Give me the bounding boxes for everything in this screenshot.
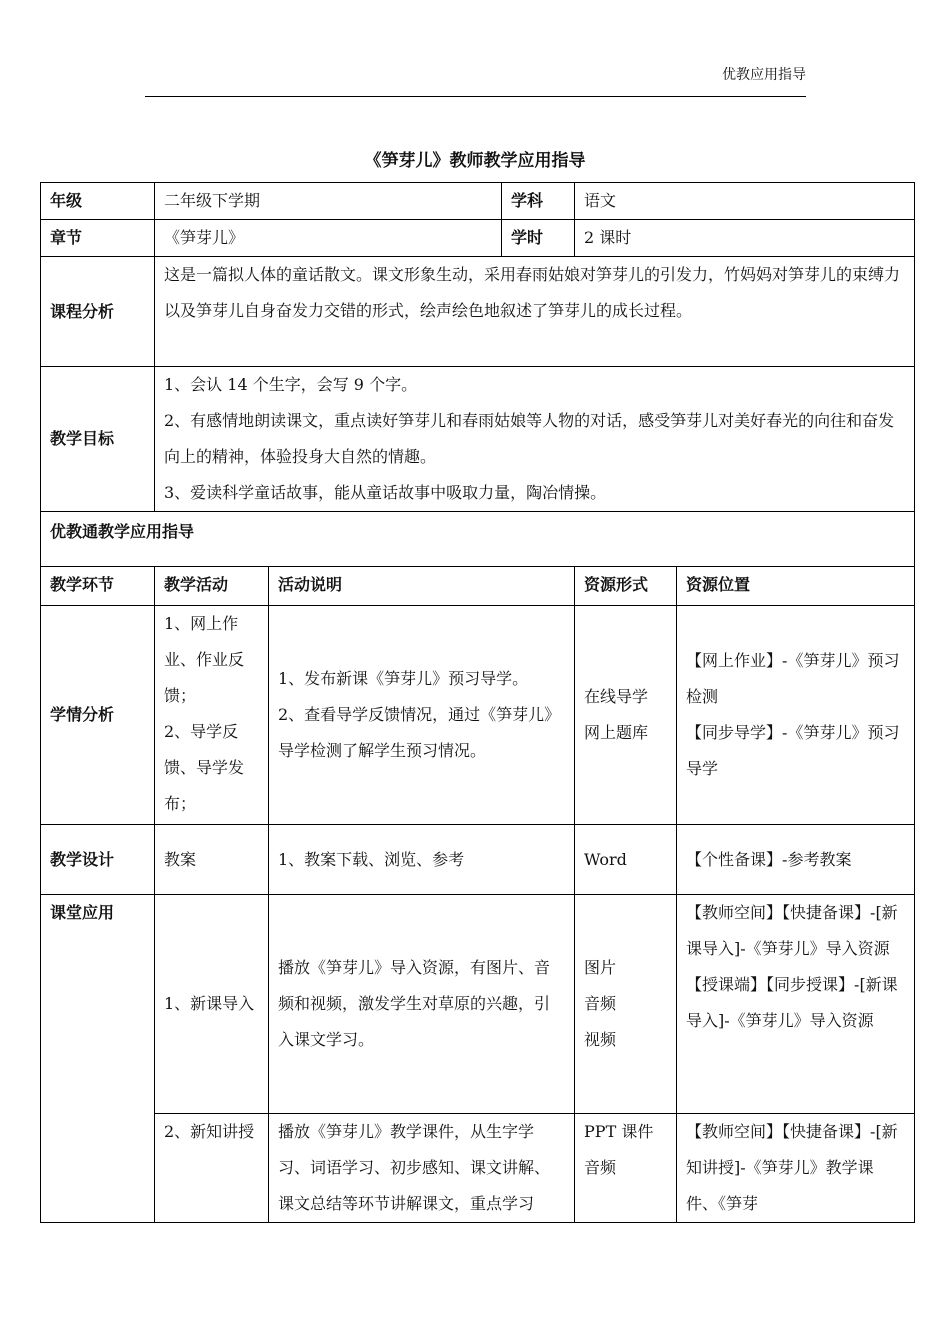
guide-section-row (41, 512, 915, 567)
analysis-stage: 学情分析 (41, 606, 155, 825)
location-line: 【授课端】【同步授课】-[新课导入]-《笋芽儿》导入资源 (686, 975, 898, 1030)
format-line: 音频 (584, 994, 617, 1013)
col-header-format: 资源形式 (575, 567, 677, 606)
teach-format (575, 1114, 677, 1223)
hours-label: 学时 (502, 220, 575, 257)
grade-label: 年级 (41, 183, 155, 220)
guide-table (40, 182, 915, 1223)
analysis-activity (155, 606, 269, 825)
activity-line: 1、网上作业、作业反馈； (164, 614, 245, 705)
goals-label: 教学目标 (41, 367, 155, 512)
document-title: 《笋芽儿》教师教学应用指导 (364, 151, 586, 171)
goal-item: 2、有感情地朗读课文，重点读好笋芽儿和春雨姑娘等人物的对话，感受笋芽儿对美好春光的向往和奋发向上的精神，体验投身大自然的情趣。 (164, 411, 895, 466)
classroom-stage: 课堂应用 (41, 895, 155, 1223)
format-line: 图片 (584, 958, 617, 977)
chapter-value: 《笋芽儿》 (155, 220, 502, 257)
format-line: 音频 (584, 1158, 617, 1177)
format-line: 视频 (584, 1030, 617, 1049)
design-stage: 教学设计 (41, 825, 155, 895)
design-format: Word (575, 825, 677, 895)
design-description: 1、教案下载、浏览、参考 (269, 825, 575, 895)
teach-description: 播放《笋芽儿》教学课件，从生字学习、词语学习、初步感知、课文讲解、课文总结等环节讲解课文，重点学习 (269, 1114, 575, 1223)
grade-row (41, 183, 915, 220)
col-header-description: 活动说明 (269, 567, 575, 606)
goals-text (155, 367, 915, 512)
location-line: 【网上作业】-《笋芽儿》预习检测 (686, 651, 900, 706)
course-analysis-row (41, 257, 915, 367)
hours-value: 2 课时 (575, 220, 915, 257)
col-header-location: 资源位置 (677, 567, 915, 606)
intro-activity: 1、新课导入 (155, 895, 269, 1114)
grade-value: 二年级下学期 (155, 183, 502, 220)
format-line: 在线导学 (584, 687, 649, 706)
classroom-intro-row (41, 895, 915, 1114)
chapter-label: 章节 (41, 220, 155, 257)
description-line: 2、查看导学反馈情况，通过《笋芽儿》导学检测了解学生预习情况。 (278, 705, 561, 760)
analysis-location (677, 606, 915, 825)
teach-location: 【教师空间】【快捷备课】-[新知讲授]-《笋芽儿》教学课件、《笋芽 (677, 1114, 915, 1223)
header-divider (145, 96, 806, 97)
design-location: 【个性备课】-参考教案 (677, 825, 915, 895)
format-line: 网上题库 (584, 723, 649, 742)
intro-format (575, 895, 677, 1114)
description-line: 1、发布新课《笋芽儿》预习导学。 (278, 669, 529, 688)
intro-description: 播放《笋芽儿》导入资源，有图片、音频和视频，激发学生对草原的兴趣，引入课文学习。 (269, 895, 575, 1114)
intro-location (677, 895, 915, 1114)
analysis-row (41, 606, 915, 825)
teach-activity: 2、新知讲授 (155, 1114, 269, 1223)
goal-item: 3、爱读科学童话故事，能从童话故事中吸取力量，陶冶情操。 (164, 483, 607, 502)
subject-label: 学科 (502, 183, 575, 220)
course-analysis-text: 这是一篇拟人体的童话散文。课文形象生动，采用春雨姑娘对笋芽儿的引发力，竹妈妈对笋芽儿的束缚力以及笋芽儿自身奋发力交错的形式，绘声绘色地叙述了笋芽儿的成长过程。 (155, 257, 915, 367)
column-header-row (41, 567, 915, 606)
col-header-activity: 教学活动 (155, 567, 269, 606)
chapter-row (41, 220, 915, 257)
guide-section-heading: 优教通教学应用指导 (41, 512, 915, 567)
location-line: 【教师空间】【快捷备课】-[新课导入]-《笋芽儿》导入资源 (686, 903, 898, 958)
design-row (41, 825, 915, 895)
goal-item: 1、会认 14 个生字，会写 9 个字。 (164, 375, 418, 394)
header-note: 优教应用指导 (722, 67, 806, 83)
format-line: PPT 课件 (584, 1122, 654, 1141)
col-header-stage: 教学环节 (41, 567, 155, 606)
activity-line: 2、导学反馈、导学发布； (164, 722, 245, 813)
design-activity: 教案 (155, 825, 269, 895)
goals-row (41, 367, 915, 512)
classroom-teach-row (41, 1114, 915, 1223)
subject-value: 语文 (575, 183, 915, 220)
location-line: 【同步导学】-《笋芽儿》预习导学 (686, 723, 900, 778)
analysis-description (269, 606, 575, 825)
course-analysis-label: 课程分析 (41, 257, 155, 367)
analysis-format (575, 606, 677, 825)
